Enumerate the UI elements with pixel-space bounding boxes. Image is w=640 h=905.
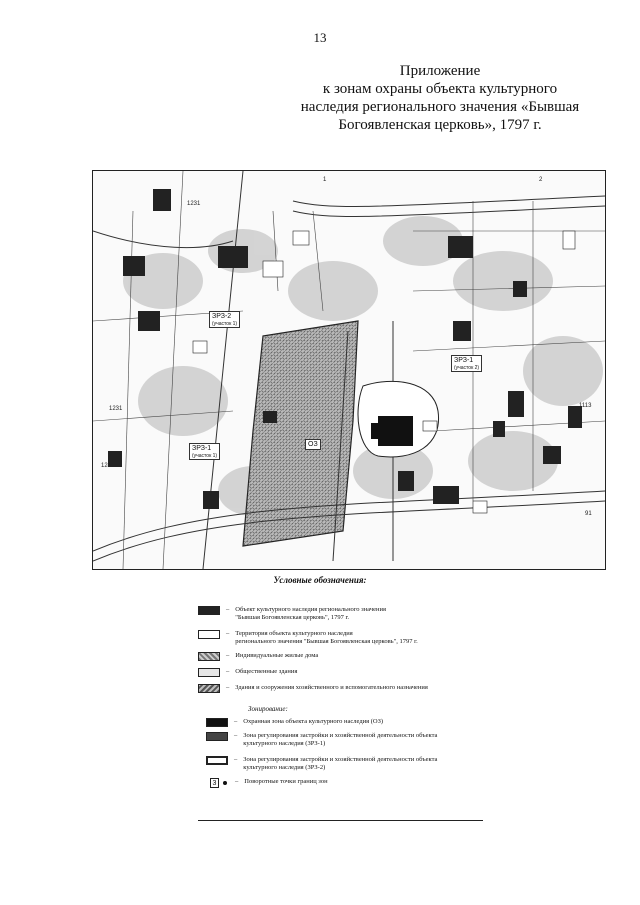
swatch-heritage-object [198, 606, 220, 615]
appendix-line-1: Приложение [399, 63, 481, 79]
legend-item-auxiliary: – Здания и сооружения хозяйственного и вспомогательного назначения [198, 684, 428, 693]
swatch-heritage-territory [198, 630, 220, 639]
zoning-title: Зонирование: [248, 705, 288, 713]
legend-item-public: – Общественные здания [198, 668, 297, 677]
appendix-line-2: к зонам охраны объекта культурного [322, 81, 558, 97]
zone-label-oz: ОЗ [305, 439, 321, 450]
legend-item-turning-points: 3 – Поворотные точки границ зон [210, 778, 328, 788]
footer-rule [198, 820, 483, 821]
page-number: 13 [313, 30, 327, 45]
legend-item-heritage-object: – Объект культурного наследия регионального значения "Бывшая Богоявленская церковь", 1797 г. [198, 606, 386, 621]
parcel-number: 1231 [109, 406, 123, 412]
parcel-number: 1 [323, 177, 327, 183]
church-territory [358, 381, 439, 457]
swatch-public [198, 668, 220, 677]
parcel-number: 1113 [579, 403, 592, 409]
zone-label-zrz2: ЗРЗ-2 (участок 1) [209, 311, 240, 328]
legend-item-zone-zrz2: – Зона регулирования застройки и хозяйственной деятельности объекта культурного наследия (ЗРЗ-2) [206, 756, 437, 771]
map-drawing [93, 171, 605, 569]
zone-map [92, 170, 606, 570]
legend-item-zone-oz: – Охранная зона объекта культурного наследия (ОЗ) [206, 718, 383, 727]
zone-label-zrz1-1: ЗРЗ-1 (участок 1) [189, 443, 220, 460]
swatch-zone-zrz2 [206, 756, 228, 765]
parcel-number: 91 [585, 511, 592, 517]
legend-item-residential: – Индивидуальные жилые дома [198, 652, 318, 661]
vegetation-areas [123, 216, 603, 516]
swatch-zone-oz [206, 718, 228, 727]
appendix-line-3: наследия регионального значения «Бывшая [300, 99, 580, 115]
zone-label-zrz1-2: ЗРЗ-1 (участок 2) [451, 355, 482, 372]
appendix-line-4: Богоявленская церковь», 1797 г. [338, 117, 542, 133]
legend-title: Условные обозначения: [273, 575, 367, 585]
appendix-heading [280, 62, 600, 134]
parcel-number: 1241 [101, 463, 115, 469]
swatch-auxiliary [198, 684, 220, 693]
legend-item-heritage-territory: – Территория объекта культурного наследия регионального значения "Бывшая Богоявленская церковь", 1797 г. [198, 630, 418, 645]
swatch-residential [198, 652, 220, 661]
legend-item-zone-zrz1: – Зона регулирования застройки и хозяйственной деятельности объекта культурного наследия (ЗРЗ-1) [206, 732, 437, 747]
swatch-zone-zrz1 [206, 732, 228, 741]
point-number-marker: 3 [210, 778, 219, 788]
point-dot-icon [223, 781, 227, 785]
parcel-number: 2 [539, 177, 543, 183]
parcel-number: 1231 [187, 201, 201, 207]
